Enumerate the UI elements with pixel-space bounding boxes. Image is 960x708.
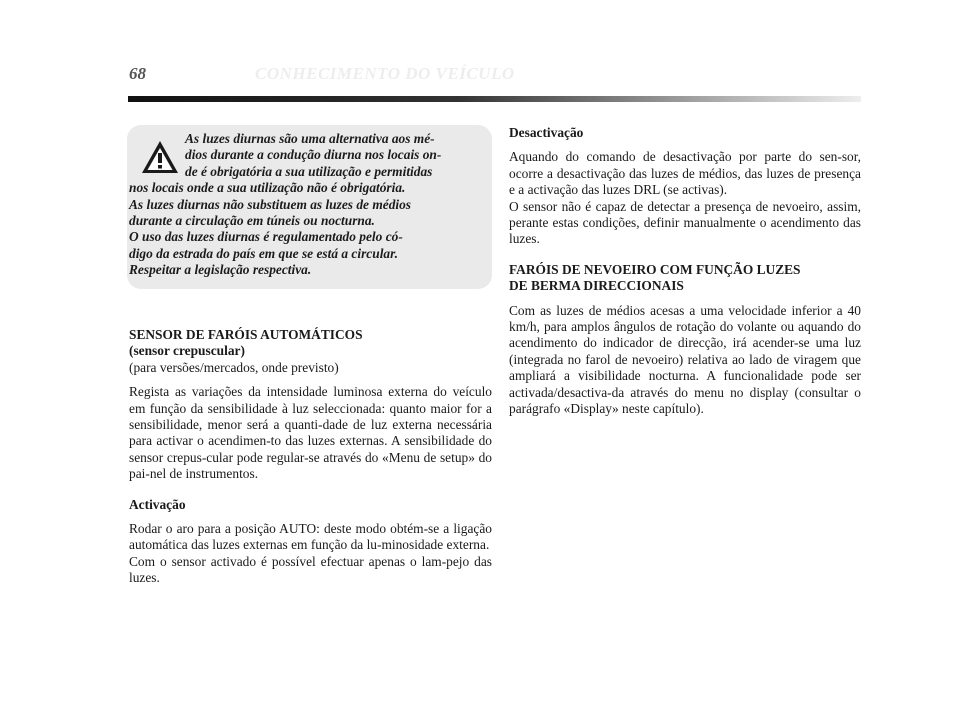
warning-line: As luzes diurnas são uma alternativa aos mé- [185, 131, 435, 146]
left-column [129, 125, 492, 587]
sensor-section-subtitle: (sensor crepuscular) [129, 343, 245, 359]
header-rule [128, 96, 861, 102]
sensor-paragraph: Regista as variações da intensidade luminosa externa do veículo em função da sensibilidade à luz seleccionada: quanto maior for a sensibilidade, menor será a quanti-dade de luz externa necessária para activar o acendimen-to das luzes externas. A sensibilidade do sensor crepus-cular pode regular-se através do «Menu de setup» do pai-nel de instrumentos. [129, 384, 492, 482]
fog-paragraph: Com as luzes de médios acesas a uma velocidade inferior a 40 km/h, para amplos ângulos de rotação do volante ou aquando do acendimento do indicador de direcção, irá acender-se uma luz (integrada no farol de nevoeiro) relativa ao lado de viragem que ampliará a visibilidade nocturna. A funcionalidade pode ser activada/desactiva-da através do menu no display (consultar o parágrafo «Display» neste capítulo). [509, 302, 861, 417]
fog-section-title: FARÓIS DE NEVOEIRO COM FUNÇÃO LUZES [509, 261, 801, 277]
sensor-section-title: SENSOR DE FARÓIS AUTOMÁTICOS [129, 327, 363, 342]
warning-box [127, 125, 492, 289]
running-title: CONHECIMENTO DO VEÍCULO [255, 64, 515, 83]
warning-line: de é obrigatória a sua utilização e permitidas [185, 163, 433, 179]
sensor-note: (para versões/mercados, onde previsto) [129, 359, 339, 375]
warning-line: dios durante a condução diurna nos locais on- [185, 147, 442, 163]
warning-triangle-icon [140, 139, 180, 175]
activation-paragraph: Rodar o aro para a posição AUTO: deste modo obtém-se a ligação automática das luzes externas em função da lu-minosidade externa. [129, 521, 492, 553]
deactivation-paragraph: O sensor não é capaz de detectar a presença de nevoeiro, assim, perante estas condições, definir manualmente o acendimento das luzes. [509, 198, 861, 247]
deactivation-heading: Desactivação [509, 125, 584, 140]
right-column [509, 125, 861, 418]
page-number: 68 [129, 64, 146, 83]
warning-line: O uso das luzes diurnas é regulamentado pelo có- [129, 229, 403, 245]
warning-line: As luzes diurnas não substituem as luzes de médios [129, 196, 412, 212]
warning-text [129, 131, 482, 279]
warning-line: digo da estrada do país em que se está a circular. [129, 245, 398, 261]
fog-section-title-line2: DE BERMA DIRECCIONAIS [509, 278, 684, 294]
activation-paragraph: Com o sensor activado é possível efectuar apenas o lam-pejo das luzes. [129, 553, 492, 586]
warning-line: Respeitar a legislação respectiva. [129, 262, 312, 278]
deactivation-paragraph: Aquando do comando de desactivação por parte do sen-sor, ocorre a desactivação das luzes de médios, das luzes de presença e a activação das luzes DRL (se activas). [509, 149, 861, 198]
warning-line: nos locais onde a sua utilização não é obrigatória. [129, 180, 406, 196]
activation-heading: Activação [129, 496, 186, 512]
warning-line: durante a circulação em túneis ou nocturna. [129, 213, 375, 229]
